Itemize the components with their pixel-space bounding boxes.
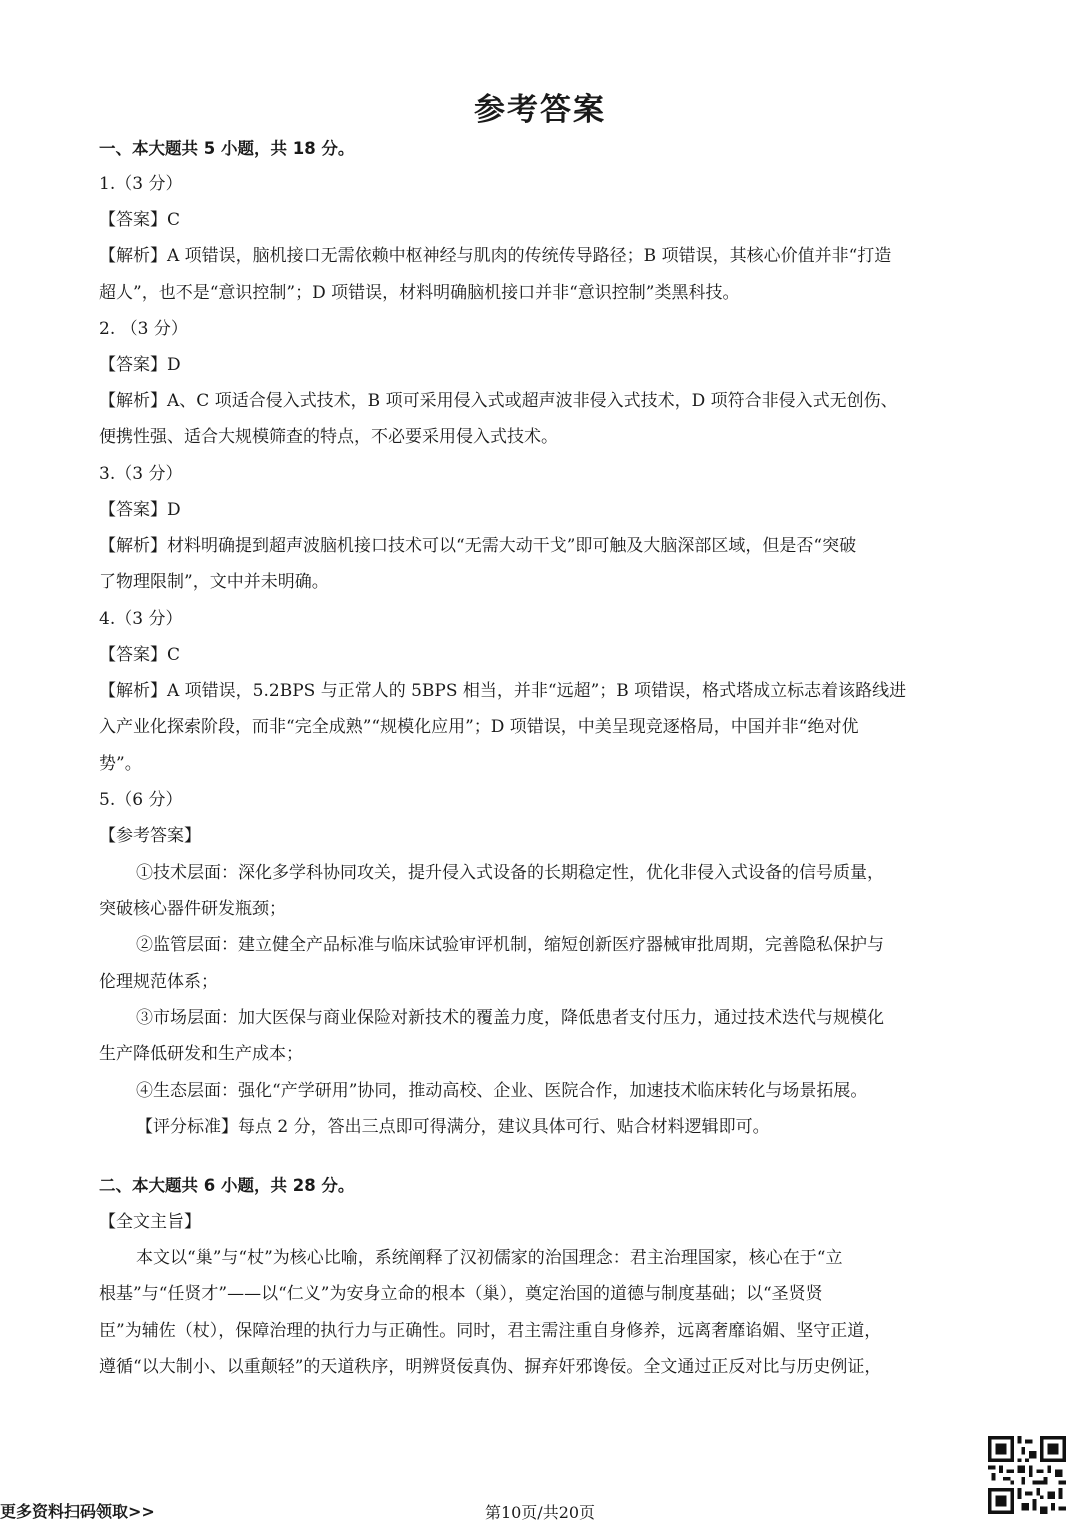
q3-score: 3.（3 分） xyxy=(99,464,183,484)
section1-heading: 一、本大题共 5 小题，共 18 分。 xyxy=(99,139,355,158)
q4-score: 4.（3 分） xyxy=(99,609,183,629)
q4-analysis-line2: 入产业化探索阶段，而非“完全成熟”“规模化应用”；D 项错误，中美呈现竞逐格局，中国并非“绝对优 xyxy=(99,717,859,737)
q4-answer: 【答案】C xyxy=(99,645,181,665)
q1-answer: 【答案】C xyxy=(99,210,181,230)
q4-analysis-line1: 【解析】A 项错误，5.2BPS 与正常人的 5BPS 相当，并非“远超”；B 项错误，格式塔成立标志着该路线进 xyxy=(99,681,907,701)
q1-score: 1.（3 分） xyxy=(99,174,183,194)
q5-point3-line1: ③市场层面：加大医保与商业保险对新技术的覆盖力度，降低患者支付压力，通过技术迭代与规模化 xyxy=(136,1008,884,1028)
summary-line2: 根基”与“任贤才”——以“仁义”为安身立命的根本（巢），奠定治国的道德与制度基础；以“圣贤贤 xyxy=(99,1284,823,1304)
q2-analysis-line2: 便携性强、适合大规模筛查的特点，不必要采用侵入式技术。 xyxy=(99,427,558,447)
q1-analysis-line1: 【解析】A 项错误，脑机接口无需依赖中枢神经与肌肉的传统传导路径；B 项错误，其核心价值并非“打造 xyxy=(99,246,892,266)
q5-point3-line2: 生产降低研发和生产成本； xyxy=(99,1044,303,1064)
q5-point2-line1: ②监管层面：建立健全产品标准与临床试验审评机制，缩短创新医疗器械审批周期，完善隐私保护与 xyxy=(136,935,884,955)
section2-heading: 二、本大题共 6 小题，共 28 分。 xyxy=(99,1176,355,1195)
summary-label: 【全文主旨】 xyxy=(99,1212,201,1232)
q4-analysis-line3: 势”。 xyxy=(99,754,142,774)
q3-analysis-line2: 了物理限制”，文中并未明确。 xyxy=(99,572,329,592)
page-number: 第10页/共20页 xyxy=(484,1503,596,1522)
q2-answer: 【答案】D xyxy=(99,355,181,375)
page-title: 参考答案 xyxy=(474,92,606,128)
q5-point1-line2: 突破核心器件研发瓶颈； xyxy=(99,899,286,919)
q5-point2-line2: 伦理规范体系； xyxy=(99,972,218,992)
q2-score: 2. （3 分） xyxy=(99,319,188,339)
summary-line1: 本文以“巢”与“杖”为核心比喻，系统阐释了汉初儒家的治国理念：君主治理国家，核心在于“立 xyxy=(136,1248,843,1268)
q3-answer: 【答案】D xyxy=(99,500,181,520)
summary-line3: 臣”为辅佐（杖），保障治理的执行力与正确性。同时，君主需注重自身修养，远离奢靡谄媚、坚守正道， xyxy=(99,1321,882,1341)
q5-point1-line1: ①技术层面：深化多学科协同攻关，提升侵入式设备的长期稳定性，优化非侵入式设备的信号质量， xyxy=(136,863,884,883)
q5-point4-line1: ④生态层面：强化“产学研用”协同，推动高校、企业、医院合作，加速技术临床转化与场景拓展。 xyxy=(136,1081,868,1101)
q5-reference-label: 【参考答案】 xyxy=(99,826,201,846)
q5-scoring-standard: 【评分标准】每点 2 分，答出三点即可得满分，建议具体可行、贴合材料逻辑即可。 xyxy=(136,1117,770,1137)
q3-analysis-line1: 【解析】材料明确提到超声波脑机接口技术可以“无需大动干戈”即可触及大脑深部区域，但是否“突破 xyxy=(99,536,857,556)
q2-analysis-line1: 【解析】A、C 项适合侵入式技术，B 项可采用侵入式或超声波非侵入式技术，D 项符合非侵入式无创伤、 xyxy=(99,391,898,411)
q1-analysis-line2: 超人”，也不是“意识控制”；D 项错误，材料明确脑机接口并非“意识控制”类黑科技。 xyxy=(99,283,740,303)
more-resources-link[interactable]: 更多资料扫码领取>> xyxy=(0,1502,155,1521)
summary-line4: 遵循“以大制小、以重颠轻”的天道秩序，明辨贤佞真伪、摒弃奸邪谗佞。全文通过正反对比与历史例证， xyxy=(99,1357,882,1377)
q5-score: 5.（6 分） xyxy=(99,790,183,810)
